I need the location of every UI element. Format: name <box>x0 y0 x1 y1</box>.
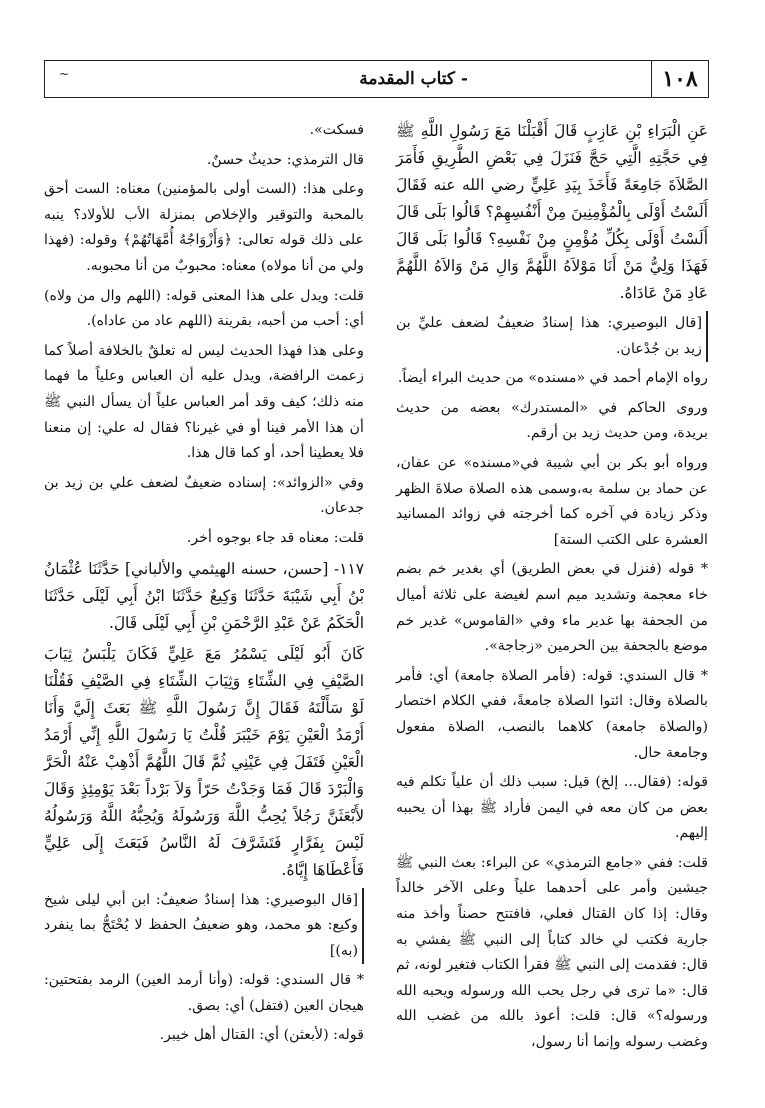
commentary-paragraph: قوله: (فقال... إلخ) قيل: سبب ذلك أن علياً تكلم فيه بعض من كان معه في اليمن فأراد ﷺ بهذا أن يحببه إليهم. <box>396 774 708 842</box>
bracket-note: [قال البوصيري: هذا إسنادٌ ضعيفٌ لضعف عليِّ بن زيد بن جُدْعان. <box>396 311 708 362</box>
hadith-text: ١١٧- [حسن، حسنه الهيثمي والألباني] حَدَّثَنَا عُثْمَانُ بْنُ أَبِي شَيْبَةَ حَدَّثَنَا وَكِيعٌ حَدَّثَنَا ابْنُ أَبِي لَيْلَى حَدَّثَنَا الْحَكَمُ عَنْ عَبْدِ الرَّحْمَنِ بْنِ أَبِي لَيْلَى قَالَ. <box>44 559 364 632</box>
commentary-paragraph: * قال السندي: قوله: (فأمر الصلاة جامعة) أي: فأمر بالصلاة وقال: ائتوا الصلاة جامعةً، ففي الكلام اختصار (والصلاة جامعة) كلاهما بالنصب، الصلاة مفعول وجامعة حال. <box>396 667 708 761</box>
page-header <box>44 60 709 98</box>
bracket-note: [قال البوصيري: هذا إسنادٌ ضعيفٌ: ابن أبي ليلى شيخ وكيع: هو محمد، وهو ضعيفُ الحفظ لا يُحْتَجُّ بما ينفرد (به)] <box>44 888 364 965</box>
commentary-paragraph: قلت: ففي «جامع الترمذي» عن البراء: بعث النبي ﷺ جيشين وأمر على أحدهما علياً وعلى الآخر خالداً وقال: إذا كان القتال فعلي، فافتتح حصناً وأخذ منه جارية فكتب لي خالد كتاباً إلى النبي ﷺ يفشي به قال: فقدمت إلى النبي ﷺ فقرأ الكتاب فتغير لونه، ثم قال: «ما ترى في رجل يحب الله ورسوله ويحبه الله ورسوله؟» قال: قلت: أعوذ بالله من غضب الله وغضب رسوله وإنما أنا رسول، <box>396 854 708 1051</box>
commentary-paragraph: وعلى هذا: (الست أولى بالمؤمنين) معناه: الست أحق بالمحبة والتوقير والإخلاص بمنزلة الأب للأولاد؟ ينبه على ذلك قوله تعالى: ﴿وَأَزْوَاجُهُ أُمَّهَاتُهُمْ﴾ وقوله: (فهذا ولي من أنا مولاه) معناه: محبوبٌ من أنا محبوبه. <box>44 181 364 274</box>
commentary-paragraph: وفي «الزوائد»: إسناده ضعيفٌ لضعف علي بن زيد بن جدعان. <box>44 474 364 517</box>
commentary-paragraph: قلت: معناه قد جاء بوجوه أخر. <box>186 529 364 546</box>
page-number: ١٠٨ <box>651 61 708 97</box>
commentary-paragraph: رواه الإمام أحمد في «مسنده» من حديث البراء أيضاً. <box>397 370 708 387</box>
commentary-paragraph: * قال السندي: قوله: (وأنا أرمد العين) الرمد بفتحتين: هيجان العين (فتفل) أي: بصق. <box>44 972 364 1014</box>
chapter-title: - كتاب المقدمة <box>359 69 468 89</box>
commentary-paragraph: وروى الحاكم في «المستدرك» بعضه من حديث بريدة، ومن حديث زيد بن أرقم. <box>396 399 708 442</box>
right-column <box>396 118 708 1060</box>
commentary-paragraph: فسكت». <box>309 122 364 138</box>
commentary-paragraph: قال الترمذي: حديثٌ حسنٌ. <box>206 151 364 168</box>
hadith-text: كَانَ أَبُو لَيْلَى يَسْمُرُ مَعَ عَلِيٍّ فَكَانَ يَلْبَسُ ثِيَابَ الصَّيْفِ فِي الشِّتَاءِ وَثِيَابَ الشِّتَاءِ فِي الصَّيْفِ فَقُلْنَا لَوْ سَأَلْتَهُ فَقَالَ إِنَّ رَسُولَ اللَّهِ ﷺ بَعَثَ إِلَيَّ وَأَنَا أَرْمَدُ الْعَيْنِ يَوْمَ خَيْبَرَ قُلْتُ يَا رَسُولَ اللَّهِ إِنِّي أَرْمَدُ الْعَيْنِ فَتَفَلَ فِي عَيْنِي ثُمَّ قَالَ اللَّهُمَّ أَذْهِبْ عَنْهُ الْحَرَّ وَالْبَرْدَ قَالَ فَمَا وَجَدْتُ حَرّاً وَلاَ بَرْداً بَعْدَ يَوْمِئِذٍ وَقَالَ لأَبْعَثَنَّ رَجُلاً يُحِبُّ اللَّهَ وَرَسُولَهُ وَيُحِبُّهُ اللَّهُ وَرَسُولُهُ لَيْسَ بِفَرَّارٍ فَتَشَرَّفَ لَهُ النَّاسُ فَبَعَثَ إِلَى عَلِيٍّ فَأَعْطَاهَا إِيَّاهُ. <box>44 644 364 879</box>
commentary-paragraph: وعلى هذا فهذا الحديث ليس له تعلقٌ بالخلافة أصلاً كما زعمت الرافضة، ويدل عليه أن العباس وعلياً ما فهما منه ذلك؛ كيف وقد أمر العباس علياً أن يسأل النبي ﷺ أن هذا الأمر فينا أو في غيرنا؟ فقال له علي: إن منعنا فلا يعطينا أحد، أو كما قال هذا. <box>44 342 364 462</box>
commentary-paragraph: ورواه أبو بكر بن أبي شيبة في«مسنده» عن عفان، عن حماد بن سلمة به،وسمى هذه الصلاة صلاةَ الظهر وذكر زيادة في آخره كما أخرجته في زوائد المسانيد العشرة على الكتب الستة] <box>396 454 708 548</box>
commentary-paragraph: قلت: ويدل على هذا المعنى قوله: (اللهم وال من ولاه) أي: أحب من أحبه، بقرينة (اللهم عاد من عاداه). <box>44 287 364 330</box>
left-column <box>44 118 364 1053</box>
commentary-paragraph: قوله: (لأبعثن) أي: القتال أهل خيبر. <box>159 1027 364 1044</box>
header-mark: ~ <box>59 67 70 81</box>
commentary-paragraph: * قوله (فنزل في بعض الطريق) أي بغدير خم بضم خاء معجمة وتشديد ميم اسم لغيضة على ثلاثة أميال من الجحفة بها غدير ماء وفي «القاموس» غدير خم موضع بالجحفة بين الحرمين «زجاجة». <box>396 561 708 655</box>
hadith-text: عَنِ الْبَرَاءِ بْنِ عَازِبٍ قَالَ أَقْبَلْنَا مَعَ رَسُولِ اللَّهِ ﷺ فِي حَجَّتِهِ الَّتِي حَجَّ فَنَزَلَ فِي بَعْضِ الطَّرِيقِ فَأَمَرَ الصَّلاَةَ جَامِعَةً فَأَخَذَ بِيَدِ عَلِيٍّ رضي الله عنه فَقَالَ أَلَسْتُ أَوْلَى بِالْمُؤْمِنِينَ مِنْ أَنْفُسِهِمْ؟ قَالُوا بَلَى قَالَ أَلَسْتُ أَوْلَى بِكُلِّ مُؤْمِنٍ مِنْ نَفْسِهِ؟ قَالُوا بَلَى قَالَ فَهَذَا وَلِيُّ مَنْ أَنَا مَوْلاَهُ اللَّهُمَّ وَالِ مَنْ وَالاَهُ اللَّهُمَّ عَادِ مَنْ عَادَاهُ. <box>396 122 708 302</box>
